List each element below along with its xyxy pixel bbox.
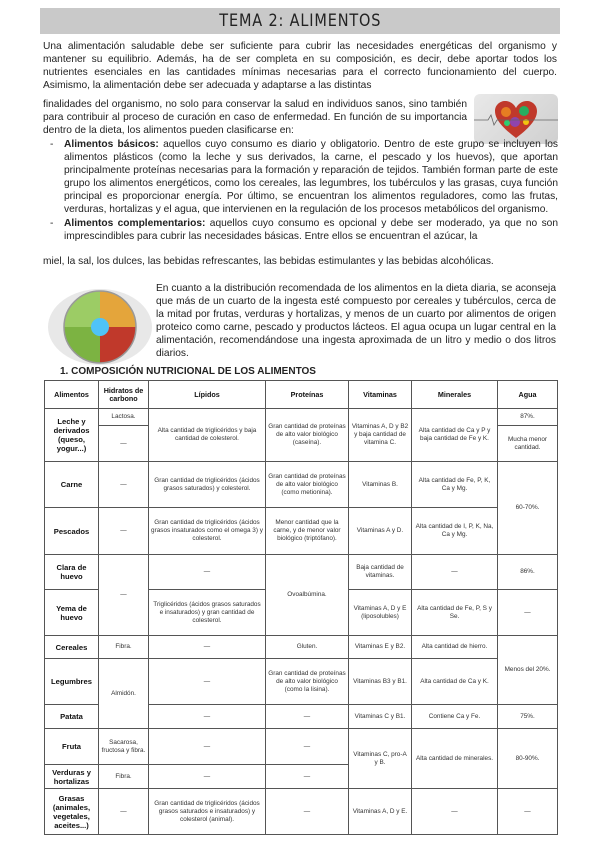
table-cell: Menos del 20%. [498,636,558,705]
table-cell: — [99,462,149,508]
table-cell: Almidón. [99,659,149,729]
table-cell: — [149,765,266,789]
list-item-basic [46,138,558,217]
table-cell: Gran cantidad de triglicéridos (ácidos grasos saturados) y colesterol. [149,462,266,508]
table-row [45,636,558,659]
list-term-basic: Alimentos básicos: [64,139,159,150]
complementary-paragraph: miel, la sal, los dulces, las bebidas refrescantes, las bebidas estimulantes y las bebidas alcohólicas. [43,256,494,267]
food-cell: Cereales [45,636,99,659]
table-cell: Alta cantidad de I, P, K, Na, Ca y Mg. [412,508,498,555]
food-cell: Fruta [45,729,99,765]
table-cell: Gran cantidad de triglicéridos (ácidos grasos insaturados como el omega 3) y colesterol. [149,508,266,555]
list-text-basic: aquellos cuyo consumo es diario y obligatorio. Dentro de este grupo se incluyen los alimentos plásticos (como la leche y sus derivados, la carne, el pescado y los huevos), que aportan principalmente proteínas necesarias para la formación y reparación de tejidos. También forman parte de este grupo los alimentos energéticos, como los cereales, las legumbres, los tubérculos y las grasas, cuya función principal es proporcionar energía. Por último, se encuentran los alimentos reguladores, como las frutas, verduras, hortalizas y el agua, que intervienen en la regulación de los procesos metabólicos del organismo. [64,139,558,216]
food-cell: Leche y derivados (queso, yogur...) [45,409,99,462]
table-cell: 86%. [498,555,558,590]
title-bar [40,8,560,34]
food-cell: Carne [45,462,99,508]
table-cell: Alta cantidad de Ca y P y baja cantidad de Fe y K. [412,409,498,462]
table-row [45,462,558,508]
food-cell: Legumbres [45,659,99,705]
table-cell: Vitaminas A, D y B2 y baja cantidad de vitamina C. [349,409,412,462]
list-text-complementary: aquellos cuyo consumo es opcional y debe ser moderado, ya que no son imprescindibles para cubrir las necesidades básicas. Entre ellos se encuentran el azúcar, la [64,217,559,242]
header-cell: Vitaminas [349,381,412,409]
table-cell: — [266,729,349,765]
table-row [45,508,558,555]
table-cell: Vitaminas A, D y E (liposolubles) [349,590,412,636]
table-cell: Vitaminas A, D y E. [349,789,412,835]
header-cell: Lípidos [149,381,266,409]
table-cell: — [412,555,498,590]
table-cell: Contiene Ca y Fe. [412,705,498,729]
table-cell: — [266,789,349,835]
table-cell: Fibra. [99,636,149,659]
table-cell: Alta cantidad de hierro. [412,636,498,659]
table-cell: — [149,729,266,765]
table-cell: Gluten. [266,636,349,659]
table-cell: — [99,508,149,555]
table-cell: Alta cantidad de triglicéridos y baja cantidad de colesterol. [149,409,266,462]
table-cell: Triglicéridos (ácidos grasos saturados e insaturados) y gran cantidad de colesterol. [149,590,266,636]
table-header-row [45,381,558,409]
table-cell: Gran cantidad de triglicéridos (ácidos grasos saturados e insaturados) y colesterol (animal). [149,789,266,835]
nutrition-table [44,380,558,835]
table-cell: — [266,705,349,729]
table-cell: Vitaminas B3 y B1. [349,659,412,705]
table-cell: 87%. [498,409,558,426]
list-term-complementary: Alimentos complementarios: [64,217,206,229]
food-cell: Patata [45,705,99,729]
table-row [45,555,558,590]
table-cell: — [99,426,149,462]
table-cell: 60-70%. [498,462,558,555]
food-cell: Pescados [45,508,99,555]
food-cell: Clara de huevo [45,555,99,590]
table-cell: Menor cantidad que la carne, y de menor valor biológico (triptófano). [266,508,349,555]
table-cell: Alta cantidad de Ca y K. [412,659,498,705]
table-row [45,659,558,705]
header-cell: Agua [498,381,558,409]
food-plate-icon [46,287,154,367]
table-cell: Sacarosa, fructosa y fibra. [99,729,149,765]
header-cell: Proteínas [266,381,349,409]
header-cell: Alimentos [45,381,99,409]
table-cell: Gran cantidad de proteínas de alto valor biológico (como metionina). [266,462,349,508]
table-cell: Alta cantidad de Fe, P, S y Se. [412,590,498,636]
table-cell: — [149,659,266,705]
table-cell: Mucha menor cantidad. [498,426,558,462]
food-cell: Yema de huevo [45,590,99,636]
table-cell: 80-90%. [498,729,558,789]
table-cell: Gran cantidad de proteínas de alto valor biológico (caseína). [266,409,349,462]
table-cell: Vitaminas B. [349,462,412,508]
table-cell: Gran cantidad de proteínas de alto valor biológico (como la lisina). [266,659,349,705]
header-cell: Minerales [412,381,498,409]
intro-paragraph: Una alimentación saludable debe ser suficiente para cubrir las necesidades energéticas del organismo y mantener su equilibrio. Además, ha de ser completa en su composición, es decir, debe aportar todos los nutrientes esenciales en las cantidades mínimas necesarias para el correcto funcionamiento del cuerpo. Asimismo, la alimentación debe ser adecuada y adaptarse a las distintas [43,41,557,92]
food-cell: Verduras y hortalizas [45,765,99,789]
list-item-complementary [46,217,558,243]
table-cell: — [498,590,558,636]
food-classification-list [46,138,558,243]
table-cell: — [99,789,149,835]
table-cell: Vitaminas C, pro-A y B. [349,729,412,789]
table-cell: Lactosa. [99,409,149,426]
header-cell: Hidratos de carbono [99,381,149,409]
food-cell: Grasas (animales, vegetales, aceites...) [45,789,99,835]
section-title: 1. COMPOSICIÓN NUTRICIONAL DE LOS ALIMENTOS [60,366,316,377]
table-cell: — [99,555,149,636]
distribution-paragraph: En cuanto a la distribución recomendada de los alimentos en la dieta diaria, se aconseja que más de un cuarto de la ingesta esté compuesto por cereales y tubérculos, cerca de la mitad por frutas, verduras y hortalizas, y menos de un cuarto por alimentos de origen proteico como carne, pescado y productos lácteos. El agua ocupa un lugar central en la alimentación, recomendándose una ingesta aproximada de un litro y medio o dos litros diarios. [156,283,556,360]
table-cell: Alta cantidad de Fe, P, K, Ca y Mg. [412,462,498,508]
table-cell: Vitaminas C y B1. [349,705,412,729]
table-cell: — [149,636,266,659]
table-row [45,789,558,835]
page-title: TEMA 2: ALIMENTOS [218,11,381,31]
heart-food-image [474,94,558,144]
table-cell: — [149,705,266,729]
table-cell: — [149,555,266,590]
table-cell: Vitaminas E y B2. [349,636,412,659]
table-row [45,409,558,426]
table-cell: Baja cantidad de vitaminas. [349,555,412,590]
table-cell: Alta cantidad de minerales. [412,729,498,789]
table-cell: 75%. [498,705,558,729]
table-cell: Ovoalbúmina. [266,555,349,636]
intro-paragraph-2: finalidades del organismo, no solo para conservar la salud en individuos sanos, sino también para contribuir al proceso de curación en caso de enfermedad. En función de su importancia dentro de la dieta, los alimentos pueden clasificarse en: [43,99,467,137]
table-cell: — [412,789,498,835]
table-cell: Vitaminas A y D. [349,508,412,555]
table-row [45,729,558,765]
table-cell: — [498,789,558,835]
table-cell: — [266,765,349,789]
table-cell: Fibra. [99,765,149,789]
heartbeat-line-icon [474,114,558,126]
